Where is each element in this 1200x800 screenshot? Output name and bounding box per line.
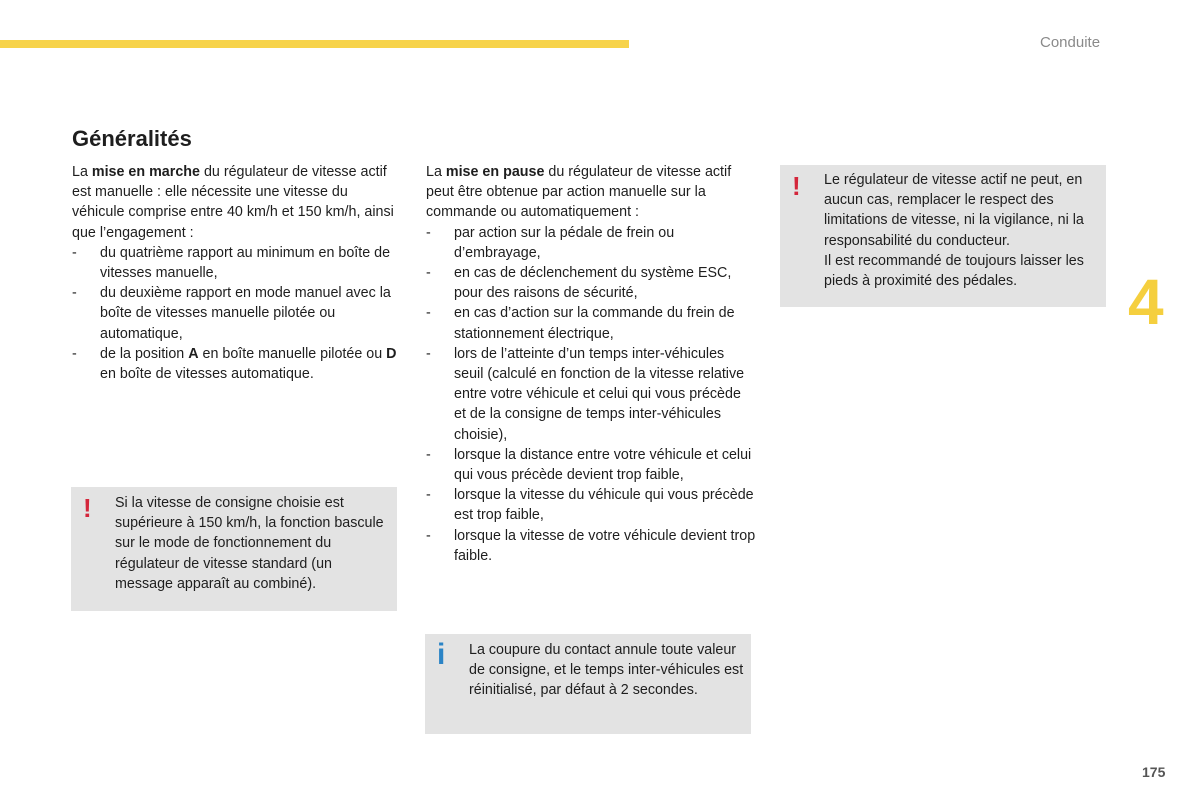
list-item: - en cas d’action sur la commande du frein de stationnement électrique, [426,305,735,342]
col1-list [72,243,402,384]
list-item: - lors de l’atteinte d’un temps inter-véhicules seuil (calculé en fonction de la vitesse relative entre votre véhicule et celui qui vous précède et de la consigne de temps inter-véhicules choisie), [426,345,745,443]
section-header: Conduite [1040,34,1101,51]
list-item: - par action sur la pédale de frein ou d’embrayage, [426,224,675,261]
info-box-reset [425,634,751,734]
list-item: - lorsque la vitesse de votre véhicule devient trop faible. [426,527,756,564]
list-item: - lorsque la vitesse du véhicule qui vous précède est trop faible, [426,487,754,524]
list-item: - en cas de déclenchement du système ESC, pour des raisons de sécurité, [426,265,732,302]
list-item: - du quatrième rapport au minimum en boîte de vitesses manuelle, [72,244,391,282]
list-item: - du deuxième rapport en mode manuel avec la boîte de vitesses manuelle pilotée ou automatique, [72,285,391,342]
col2-list [426,223,756,566]
chapter-number: 4 [1128,266,1164,338]
header-accent-bar [0,40,629,48]
page-title: Généralités [72,126,192,151]
list-item: - lorsque la distance entre votre véhicule et celui qui vous précède devient trop faible, [426,446,752,484]
warning-icon: ! [792,171,801,201]
warning-box-text: Le régulateur de vitesse actif ne peut, en aucun cas, remplacer le respect des limitations de vitesse, ni la vigilance, ni la responsabilité du conducteur. Il est recommandé de toujours laisser les pieds à proximité des pédales. [824,172,1084,290]
warning-box-responsibility [780,165,1106,307]
col1-intro: La mise en marche du régulateur de vitesse actif est manuelle : elle nécessite une vitesse du véhicule comprise entre 40 km/h et 150 km/h, ainsi que l’engagement : [72,164,394,241]
warning-icon: ! [83,493,92,523]
warning-box-speed-limit [71,487,397,611]
info-icon: i [437,638,446,671]
page-number: 175 [1142,764,1166,780]
info-box-text: La coupure du contact annule toute valeur de consigne, et le temps inter-véhicules est réinitialisé, par défaut à 2 secondes. [469,642,744,699]
warning-box-text: Si la vitesse de consigne choisie est supérieure à 150 km/h, la fonction bascule sur le mode de fonctionnement du régulateur de vitesse standard (un message apparaît au combiné). [115,495,384,592]
column-1 [72,162,402,384]
list-item: - de la position A en boîte manuelle pilotée ou D en boîte de vitesses automatique. [72,345,397,383]
col2-intro: La mise en pause du régulateur de vitesse actif peut être obtenue par action manuelle sur la commande ou automatiquement : [426,164,732,221]
column-2 [426,162,756,566]
